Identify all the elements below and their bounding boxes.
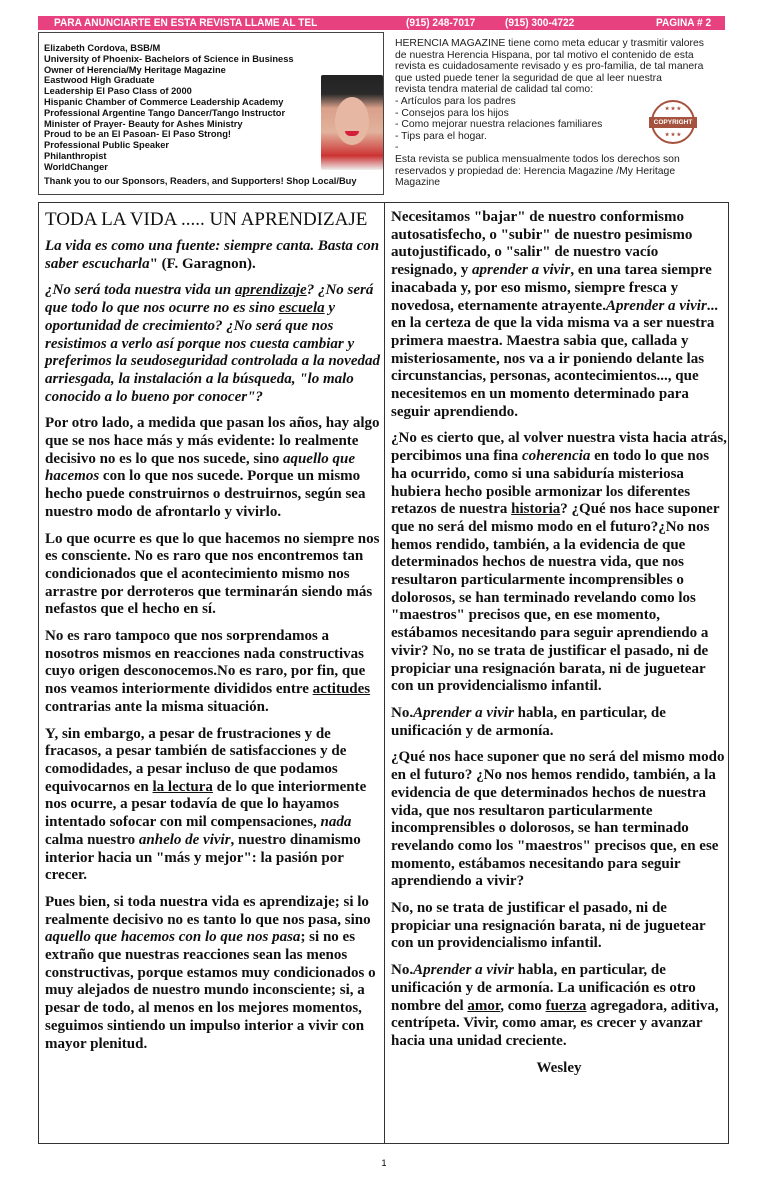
text-line: Professional Argentine Tango Dancer/Tango Instructor (44, 107, 286, 118)
column-divider (384, 203, 385, 1143)
text-run: Pues bien, si toda nuestra vida es aprendizaje; si lo realmente decisivo no es tanto lo que nos pasa, sino (45, 893, 371, 928)
copyright-seal-icon: ★ ★ ★ COPYRIGHT ★ ★ ★ (651, 100, 695, 144)
text-line: Proud to be an El Pasoan- El Paso Strong! (44, 129, 231, 140)
text-run: aquello que hacemos con lo que nos pasa (45, 929, 301, 946)
article-paragraph (45, 282, 381, 406)
text-run: , nuestro dinamismo interior hacia un "más y mejor": la pasión por crecer. (45, 831, 361, 884)
text-run: escuela (278, 300, 325, 317)
text-run: fuerza (545, 997, 587, 1014)
text-run: ¿No es cierto que, al volver nuestra vista hacia atrás, percibimos una fina (391, 430, 727, 465)
ad-text: PARA ANUNCIARTE EN ESTA REVISTA LLAME AL TEL (54, 17, 318, 29)
article-paragraph (45, 894, 381, 1053)
article-paragraph (391, 705, 727, 740)
text-run: aprendizaje (235, 282, 307, 299)
text-run: agregadora, aditiva, centrípeta. Vivir, como amar, es crecer y avanzar hacia una unidad creciente. (391, 997, 719, 1049)
text-line: Minister of Prayer- Beauty for Ashes Ministry (44, 118, 243, 129)
text-run: Aprender a vivir (413, 704, 514, 721)
text-run: Por otro lado, a medida que pasan los años, hay algo que se nos hace más y más evidente: lo realmente decisivo no es lo que nos sucede, sino (45, 415, 380, 467)
text-run: la lectura (152, 778, 213, 795)
text-line: Hispanic Chamber of Commerce Leadership Academy (44, 96, 284, 107)
text-run: amor (467, 997, 501, 1014)
page-number: 1 (381, 1158, 387, 1168)
text-run: habla, en particular, de unificación y de armonía. (391, 704, 666, 739)
text-line: - Tips para el hogar. (395, 130, 487, 142)
article-right-column (391, 209, 727, 1086)
text-run: anhelo de vivir (138, 831, 231, 848)
article-paragraph (391, 962, 727, 1051)
text-line: - Como mejorar nuestra relaciones familiares (395, 119, 603, 131)
bio-lines (44, 43, 294, 173)
text-line: HERENCIA MAGAZINE tiene como meta educar y trasmitir valores (395, 38, 704, 49)
advertising-banner (38, 16, 725, 30)
text-line: Owner of Herencia/My Heritage Magazine (44, 64, 226, 75)
text-line: Philanthropist (44, 150, 107, 161)
text-run: contrarias ante la misma situación. (45, 698, 269, 715)
text-run: Aprender a vivir (413, 962, 514, 979)
text-run: de lo que interiormente nos ocurre, a pesar todavía de que lo hayamos intentado sofocar con mil compensaciones, (45, 778, 367, 831)
text-line: Magazine (395, 177, 441, 189)
text-run: , como (500, 997, 546, 1014)
bio-box (38, 32, 384, 195)
text-line: Professional Public Speaker (44, 140, 170, 151)
text-run: , en una tarea siempre inacabada y, por eso mismo, siempre fresca y novedosa, eternamente atrayente. (391, 262, 712, 314)
text-line: reservados y propiedad de: Herencia Magazine /My Heritage (395, 165, 676, 177)
text-run: ¿No será toda nuestra vida un (45, 282, 236, 299)
text-run: nada (320, 814, 352, 831)
text-line: WorldChanger (44, 161, 108, 172)
text-run: coherencia (522, 448, 591, 465)
article-paragraph (391, 900, 727, 953)
text-run: ¿Qué nos hace suponer que no será del mismo modo en el futuro? ¿No nos hemos rendido, también, a la evidencia de que determinados hechos de nuestra vida, que nos resultaron particularmente incomprensibles o dolorosos, se han terminado revelando como los "maestros" precisos que, en ese momento, estábamos necesitando para seguir aprendiendo a vivir? (391, 749, 725, 890)
text-run: No. (391, 704, 414, 721)
text-run: ... en la certeza de que la vida misma va a ser nuestra primera maestra. Maestra sabia que, callada y misteriosamente, nos va a ir poniendo delante las circunstancias, personas, acontecimientos..., que necesitemos en un momento determinado para seguir aprendiendo. (391, 297, 719, 420)
article-title: TODA LA VIDA ..... UN APRENDIZAJE (45, 209, 368, 230)
text-run: Aprender a vivir (605, 297, 707, 314)
text-run: No, no se trata de justificar el pasado, ni de propiciar una resignación barata, ni de juguetear con un providencialismo infantil. (391, 900, 706, 952)
text-line: Eastwood High Graduate (44, 75, 155, 86)
article-paragraph (45, 531, 381, 620)
article-paragraph (45, 726, 381, 885)
article-box (38, 202, 729, 1144)
text-run: historia (511, 501, 561, 518)
text-line: University of Phoenix- Bachelors of Science in Business (44, 53, 294, 64)
text-line: de nuestra Herencia Hispana, por tal motivo el contenido de esta (395, 49, 694, 61)
text-run: Y, sin embargo, a pesar de frustraciones y de fracasos, a pesar también de satisfacciones y de comodidades, a pesar incluso de que podamos equivocarnos en (45, 725, 347, 795)
article-paragraph (391, 209, 727, 421)
text-run: con lo que nos sucede. Porque un mismo hecho puede construirnos o destruirnos, según sea nuestro modo de afrontarlo y vivirlo. (45, 468, 366, 520)
author-photo (321, 75, 383, 170)
phone-1: (915) 248-7017 (406, 17, 476, 29)
text-run: No es raro tampoco que nos sorprendamos a nosotros mismos en reacciones nada constructivas cuyo origen desconocemos.No es raro, por fin, que nos veamos interiormente divididos entre (45, 628, 366, 698)
text-line: Leadership El Paso Class of 2000 (44, 86, 192, 97)
text-run: aprender a vivir (471, 262, 571, 279)
thanks-text: Thank you to our Sponsors, Readers, and Supporters! Shop Local/Buy (44, 176, 357, 186)
text-line: Elizabeth Cordova, BSB/M (44, 43, 161, 53)
text-run: aquello que hacemos (45, 450, 356, 485)
page-label: PAGINA # 2 (656, 17, 712, 29)
article-paragraph (45, 628, 381, 717)
text-line: revista tendra material de calidad tal como: (395, 84, 594, 96)
text-run: en todo lo que nos ha ocurrido, como si una sabiduría misteriosa hubiera hecho posible armonizar los diferentes retazos de nuestra (391, 448, 710, 518)
text-line: revista es cuidadosamente revisado y es pro-familia, de tal manera (395, 61, 704, 73)
article-paragraph (391, 749, 727, 891)
phone-2: (915) 300-4722 (505, 17, 575, 29)
article-paragraph (45, 238, 381, 273)
text-run: calma nuestro (45, 831, 139, 848)
article-paragraph (391, 430, 727, 696)
text-line: - (395, 142, 399, 154)
text-run: ? ¿No será que todo lo que nos ocurre no es sino (45, 282, 374, 317)
text-run: ? ¿Qué nos hace suponer que no será del mismo modo en el futuro?¿No nos hemos rendido, también, a la evidencia de que determinados hechos de nuestra vida, que nos resultaron particularmente incomprensibles o dolorosos, se han terminado revelando como los "maestros" precisos que, en ese momento, estábamos necesitando para seguir aprendiendo a vivir? No, no se trata de justificar el pasado, ni de propiciar una resignación barata, ni de juguetear con un providencialismo infantil. (391, 501, 720, 695)
article-paragraph (45, 415, 381, 521)
text-line: - Consejos para los hijos (395, 107, 509, 119)
text-run: La vida es como una fuente: siempre canta. Basta con saber escucharla (45, 238, 380, 272)
text-run: habla, en particular, de unificación y de armonía. La unificación es otro nombre del (391, 962, 696, 1014)
text-run: Lo que ocurre es que lo que hacemos no siempre nos es consciente. No es raro que nos encontremos tan condicionados que el acontecimiento mismo nos arrastre por derroteros que terminarán siendo más nefastos que el hecho en sí. (45, 530, 380, 618)
author-signature: Wesley (536, 1059, 582, 1076)
article-left-column (45, 209, 381, 1062)
text-run: y oportunidad de crecimiento? ¿No será que nos resistimos a verlo así porque nos cuesta cambiar y preferimos la seudoseguridad controlada a la novedad arriesgada, la instalación a la búsqueda, "lo malo conocido a lo bueno por conocer"? (45, 300, 381, 405)
text-run: Necesitamos "bajar" de nuestro conformismo autosatisfecho, o "subir" de nuestro pesimismo autojustificado, o "salir" de nuestro vacío resignado, y (391, 209, 693, 279)
text-run: ; si no es extraño que nuestras reacciones sean las menos constructivas, porque estamos muy condicionados o muy alejados de nuestro mundo inconsciente; si, a pesar de todo, al menos en los mejores momentos, seguimos sintiendo un impulso interior a vivir con mayor plenitud. (45, 929, 376, 1052)
text-run: actitudes (312, 681, 371, 698)
text-run: " (F. Garagnon). (149, 255, 256, 272)
text-line: que usted puede tener la seguridad de que al leer nuestra (395, 72, 662, 84)
text-run: No. (391, 962, 414, 979)
text-line: - Artículos para los padres (395, 95, 516, 107)
text-line: Esta revista se publica mensualmente todos los derechos son (395, 153, 680, 165)
